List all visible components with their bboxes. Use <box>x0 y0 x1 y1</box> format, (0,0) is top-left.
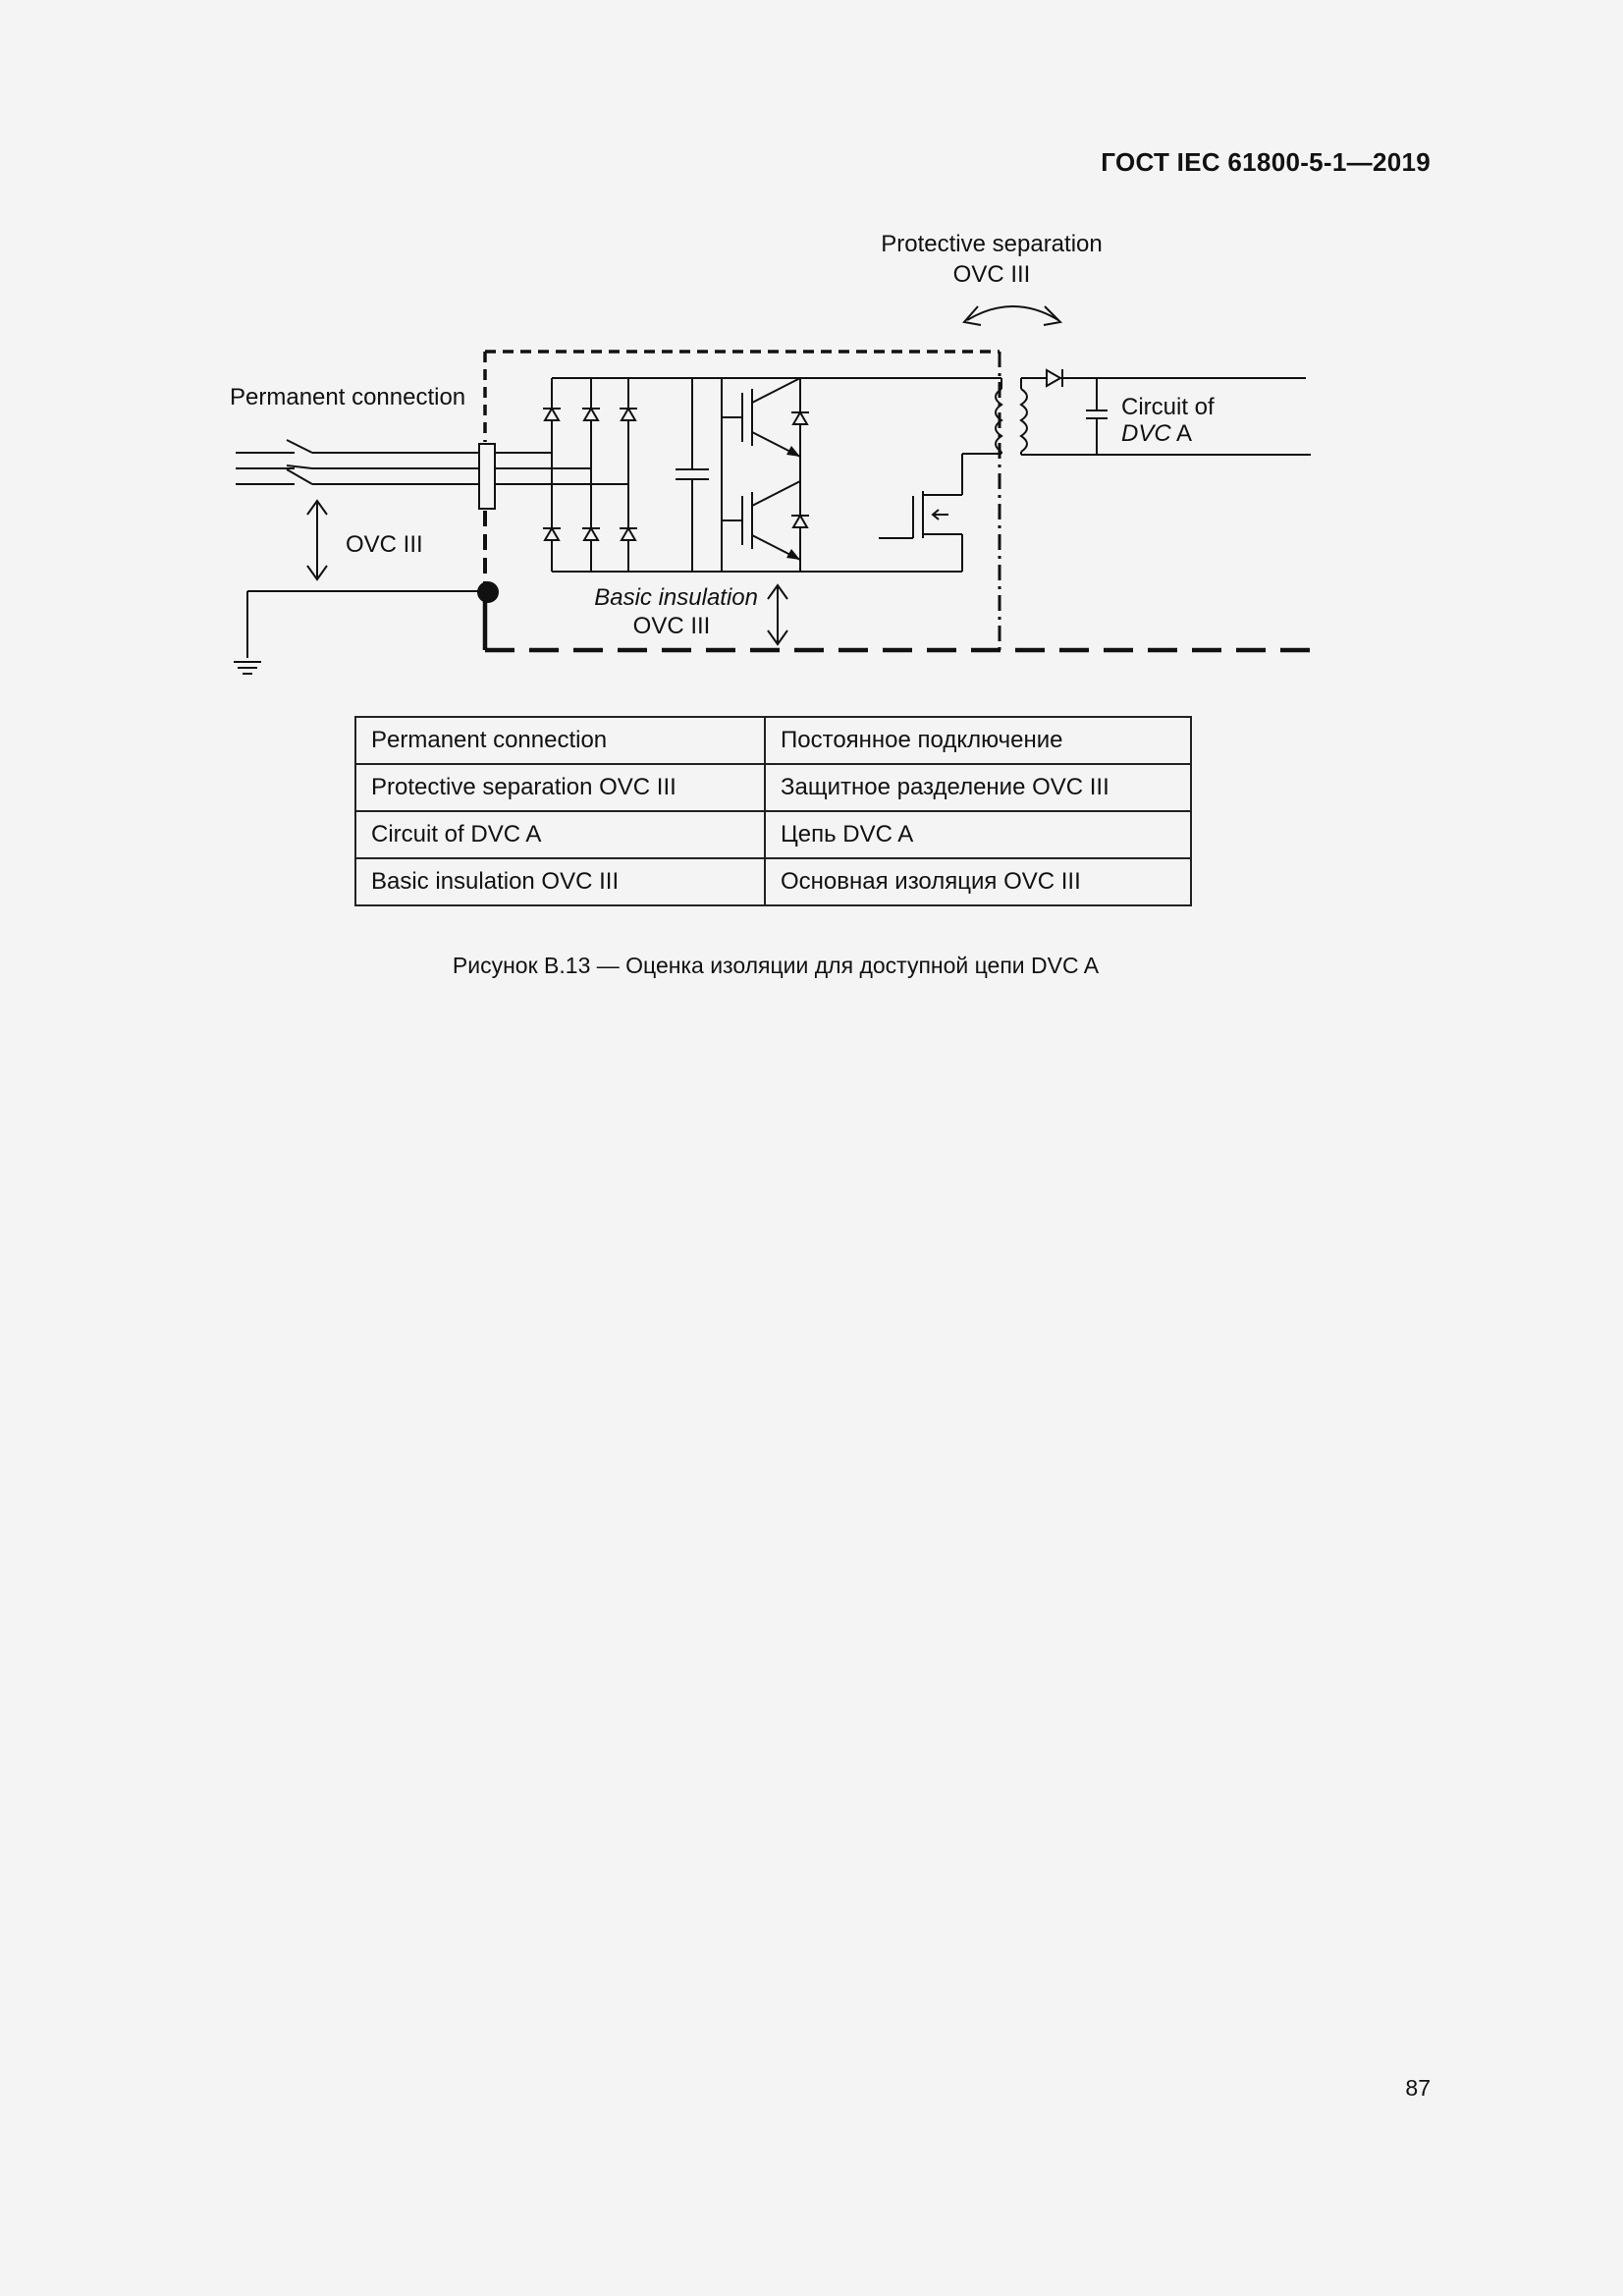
label-circuit-of: Circuit of <box>1121 394 1215 420</box>
page-number: 87 <box>1405 2075 1431 2101</box>
term-ru: Защитное разделение OVC III <box>765 764 1191 811</box>
table-row <box>355 858 1191 905</box>
label-ovc-left: OVC III <box>346 531 423 558</box>
label-circuit-dvc <box>1121 420 1192 447</box>
term-en: Protective separation OVC III <box>355 764 765 811</box>
document-header: ГОСТ IEC 61800-5-1—2019 <box>1101 147 1431 177</box>
term-en: Basic insulation OVC III <box>355 858 765 905</box>
label-protective-separation: Protective separation <box>881 231 1103 257</box>
term-en: Circuit of DVC A <box>355 811 765 858</box>
circuit-diagram <box>0 0 1623 707</box>
terms-table <box>354 716 1192 906</box>
label-a: A <box>1170 420 1193 447</box>
label-basic-insulation: Basic insulation <box>594 584 758 611</box>
figure-caption: Рисунок B.13 — Оценка изоляции для доступной цепи DVC A <box>452 953 1100 978</box>
table-row <box>355 717 1191 764</box>
term-ru: Цепь DVC A <box>765 811 1191 858</box>
label-permanent-connection: Permanent connection <box>230 384 466 410</box>
label-basic-ovc: OVC III <box>632 613 711 639</box>
table-row <box>355 811 1191 858</box>
table-row <box>355 764 1191 811</box>
term-en: Permanent connection <box>355 717 765 764</box>
term-ru: Постоянное подключение <box>765 717 1191 764</box>
label-dvc: DVC <box>1121 420 1171 447</box>
label-protective-ovc: OVC III <box>952 261 1031 288</box>
term-ru: Основная изоляция OVC III <box>765 858 1191 905</box>
